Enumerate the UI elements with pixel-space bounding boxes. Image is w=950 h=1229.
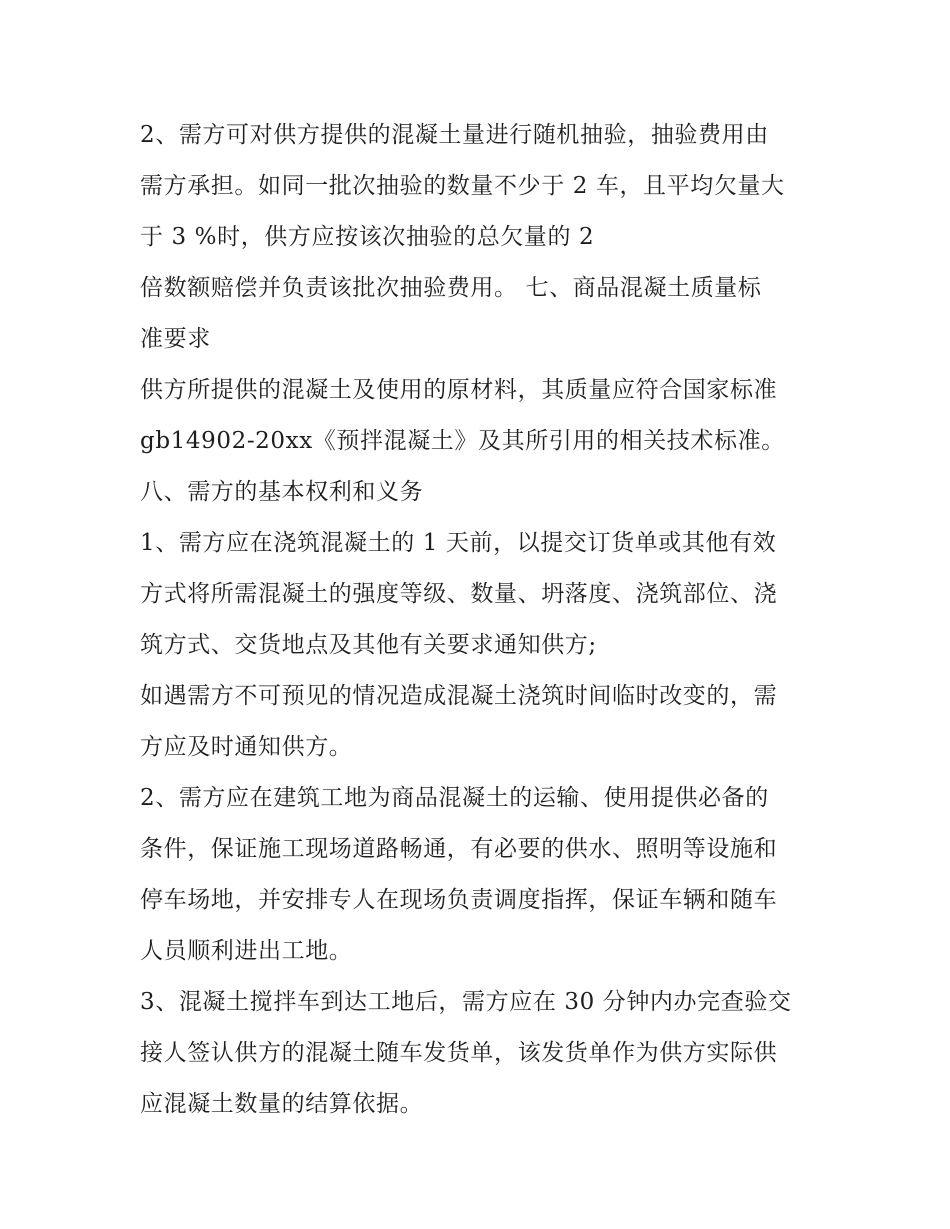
- text-line: 供方所提供的混凝土及使用的原材料，其质量应符合国家标准: [140, 377, 778, 403]
- text-line: 1、需方应在浇筑混凝土的 1 天前，以提交订货单或其他有效: [140, 530, 777, 556]
- text-line: 2、需方应在建筑工地为商品混凝土的运输、使用提供必备的: [140, 785, 769, 811]
- text-line: 条件，保证施工现场道路畅通，有必要的供水、照明等设施和: [140, 836, 778, 862]
- section-heading: 八、需方的基本权利和义务: [140, 479, 424, 505]
- text-line: 3、混凝土搅拌车到达工地后，需方应在 30 分钟内办完查验交: [140, 989, 792, 1015]
- text-line: 人员顺利进出工地。: [140, 938, 353, 964]
- text-line: 方应及时通知供方。: [140, 734, 353, 760]
- text-line: 倍数额赔偿并负责该批次抽验费用。 七、商品混凝土质量标: [140, 275, 762, 301]
- document-body: [140, 110, 820, 1130]
- text-line: 应混凝土数量的结算依据。: [140, 1091, 424, 1117]
- text-line: 接人签认供方的混凝土随车发货单，该发货单作为供方实际供: [140, 1040, 778, 1066]
- text-line: 筑方式、交货地点及其他有关要求通知供方;: [140, 632, 597, 658]
- section-heading-line: 准要求: [140, 326, 211, 352]
- text-line: gb14902-20xx《预拌混凝土》及其所引用的相关技术标准。: [140, 428, 785, 454]
- text-line: 停车场地，并安排专人在现场负责调度指挥，保证车辆和随车: [140, 887, 778, 913]
- text-line: 如遇需方不可预见的情况造成混凝土浇筑时间临时改变的，需: [140, 683, 778, 709]
- text-line: 于 3 %时，供方应按该次抽验的总欠量的 2: [140, 224, 595, 250]
- text-line: 需方承担。如同一批次抽验的数量不少于 2 车，且平均欠量大: [140, 173, 785, 199]
- text-line: 方式将所需混凝土的强度等级、数量、坍落度、浇筑部位、浇: [140, 581, 778, 607]
- text-line: 2、需方可对供方提供的混凝土量进行随机抽验，抽验费用由: [140, 122, 769, 148]
